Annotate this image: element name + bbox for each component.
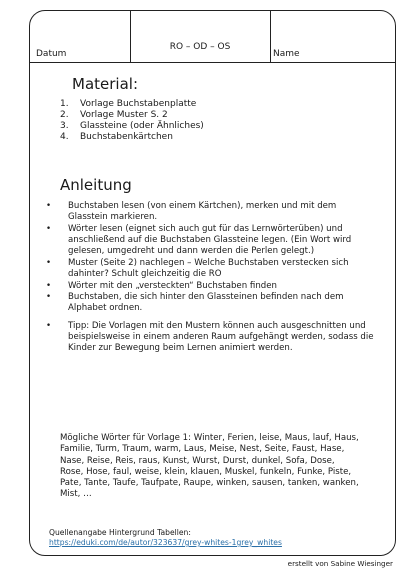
source-label: Quellenangabe Hintergrund Tabellen:: [49, 528, 191, 537]
instruction-item: • Buchstaben, die sich hinter den Glassteinen befinden nach dem Alphabet ordnen.: [46, 292, 344, 314]
possible-words: Mögliche Wörter für Vorlage 1: Winter, Ferien, leise, Maus, lauf, Haus, Familie, Turm, Traum, warm, Laus, Meise, Nest, Seite, Faust, Hase, Nase, Reise, Reis, raus, Kunst, Wurst, Durst, dunkel, Sofa, Dose, Rose, Hose, faul, weise, klein, klauen, Muskel, funkeln, Funke, Piste, Pate, Tante, Taufe, Taufpate, Raupe, winken, sausen, tanken, wanken, Mist, …: [60, 433, 359, 500]
instruction-item: • Muster (Seite 2) nachlegen – Welche Buchstaben verstecken sich dahinter? Schult gleichzeitig die RO: [46, 257, 349, 279]
instruction-item: • Wörter lesen (eignet sich auch gut für das Lernwörterüben) und anschließend auf die Buchstaben Glassteine legen. (Ein Wort wird gelesen, umgedreht und dann werden die Perlen gelegt.): [46, 223, 352, 257]
worksheet-title: RO – OD – OS: [169, 42, 231, 52]
header-line: [30, 62, 395, 63]
material-item: 4. Buchstabenkärtchen: [60, 132, 173, 142]
material-item: 3. Glassteine (oder Ähnliches): [60, 121, 204, 131]
material-item: 2. Vorlage Muster S. 2: [60, 110, 168, 120]
material-item: 1. Vorlage Buchstabenplatte: [60, 99, 197, 109]
material-heading: Material:: [72, 75, 138, 93]
instruction-item: • Wörter mit den „versteckten“ Buchstaben finden: [46, 280, 277, 291]
instruction-list: [46, 201, 376, 355]
instruction-item: • Buchstaben lesen (von einem Kärtchen), merken und mit dem Glasstein markieren.: [46, 201, 337, 223]
anleitung-heading: Anleitung: [60, 176, 132, 194]
source-link[interactable]: https://eduki.com/de/autor/323637/grey-whites-1grey_whites: [49, 538, 282, 547]
name-label: Name: [273, 49, 300, 59]
datum-label: Datum: [36, 49, 67, 59]
tip-item: • Tipp: Die Vorlagen mit den Mustern können auch ausgeschnitten und beispielsweise in einem anderen Raum aufgehängt werden, sodass die Kinder zur Bewegung beim Lernen animiert werden.: [46, 320, 374, 353]
source-note: [49, 528, 282, 548]
header-divider: [130, 11, 131, 63]
author-credit: erstellt von Sabine Wiesinger: [287, 559, 393, 568]
material-list: [60, 99, 204, 143]
header-divider: [270, 11, 271, 63]
